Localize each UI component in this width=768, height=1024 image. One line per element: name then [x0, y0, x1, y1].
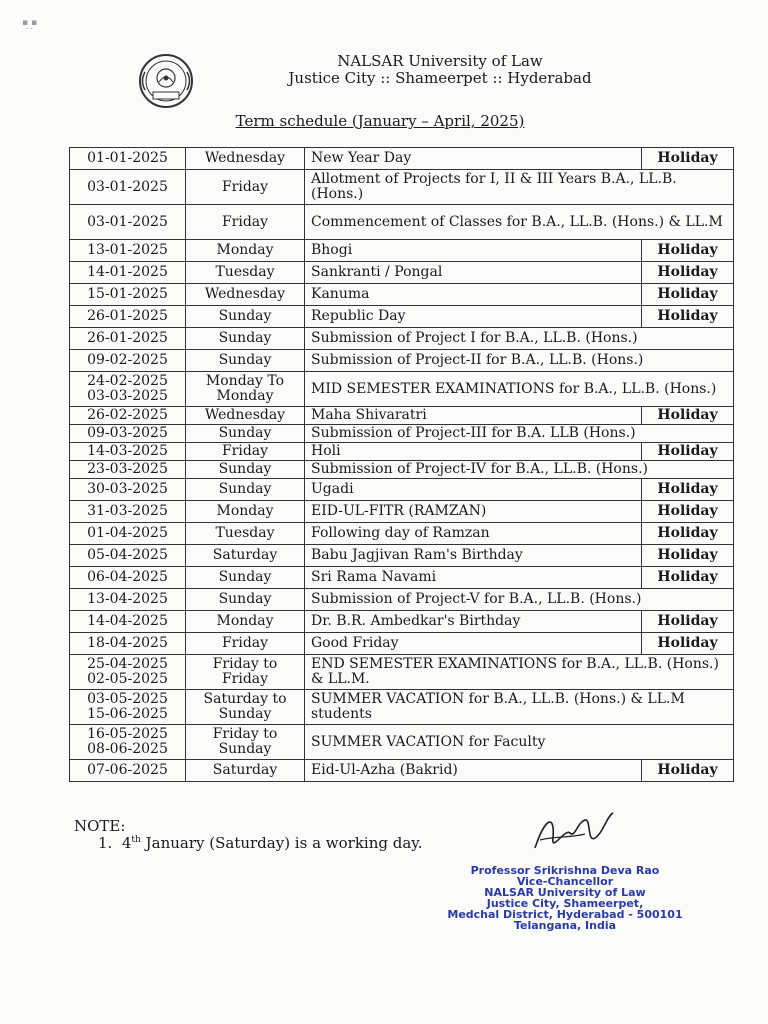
signatory-org: NALSAR University of Law [484, 886, 646, 899]
table-row [70, 306, 734, 328]
date-cell: 13-01-2025 [70, 240, 186, 262]
signatory-address-3: Telangana, India [513, 919, 617, 932]
holiday-cell: Holiday [642, 545, 734, 567]
table-row [70, 205, 734, 240]
table-row [70, 523, 734, 545]
table-row [70, 545, 734, 567]
table-row [70, 690, 734, 725]
table-row [70, 372, 734, 407]
date-cell: 14-03-2025 [70, 443, 186, 461]
event-cell: Maha Shivaratri [305, 407, 642, 425]
date-cell: 31-03-2025 [70, 501, 186, 523]
event-cell: Submission of Project I for B.A., LL.B. (Hons.) [305, 328, 734, 350]
holiday-cell: Holiday [642, 306, 734, 328]
day-cell: Friday [186, 633, 305, 655]
event-cell: SUMMER VACATION for B.A., LL.B. (Hons.) & LL.M students [305, 690, 734, 725]
table-row [70, 501, 734, 523]
table-row [70, 655, 734, 690]
university-address: Justice City :: Shameerpet :: Hyderabad [288, 69, 592, 87]
event-cell: Babu Jagjivan Ram's Birthday [305, 545, 642, 567]
signatory-address-1: Justice City, Shameerpet, [486, 897, 644, 910]
table-row [70, 284, 734, 306]
date-cell: 26-01-2025 [70, 328, 186, 350]
date-cell: 16-05-2025 08-06-2025 [70, 725, 186, 760]
day-cell: Monday [186, 240, 305, 262]
day-cell: Sunday [186, 479, 305, 501]
day-cell: Friday [186, 443, 305, 461]
day-cell: Monday [186, 501, 305, 523]
note-day-suffix: th [131, 835, 141, 845]
day-cell: Wednesday [186, 284, 305, 306]
date-cell: 24-02-2025 03-03-2025 [70, 372, 186, 407]
day-cell: Saturday [186, 545, 305, 567]
holiday-cell: Holiday [642, 760, 734, 782]
holiday-cell: Holiday [642, 611, 734, 633]
date-cell: 26-02-2025 [70, 407, 186, 425]
table-row [70, 461, 734, 479]
date-cell: 13-04-2025 [70, 589, 186, 611]
table-row [70, 407, 734, 425]
day-cell: Sunday [186, 589, 305, 611]
day-cell: Sunday [186, 567, 305, 589]
holiday-cell: Holiday [642, 240, 734, 262]
event-cell: SUMMER VACATION for Faculty [305, 725, 734, 760]
note-item [98, 834, 423, 852]
signatory-name: Professor Srikrishna Deva Rao [470, 864, 660, 877]
holiday-cell: Holiday [642, 567, 734, 589]
date-cell: 09-03-2025 [70, 425, 186, 443]
day-cell: Friday to Sunday [186, 725, 305, 760]
signatory-role: Vice-Chancellor [516, 875, 614, 888]
holiday-cell: Holiday [642, 479, 734, 501]
table-row [70, 633, 734, 655]
date-cell: 03-01-2025 [70, 205, 186, 240]
event-cell: Eid-Ul-Azha (Bakrid) [305, 760, 642, 782]
note-day-number: 4 [121, 834, 132, 852]
table-row [70, 479, 734, 501]
event-cell: Submission of Project-V for B.A., LL.B. (Hons.) [305, 589, 734, 611]
table-row [70, 567, 734, 589]
page-title: Term schedule (January – April, 2025) [235, 112, 525, 130]
day-cell: Monday [186, 611, 305, 633]
holiday-cell: Holiday [642, 148, 734, 170]
date-cell: 09-02-2025 [70, 350, 186, 372]
note-number: 1. [98, 834, 113, 852]
event-cell: Commencement of Classes for B.A., LL.B. (Hons.) & LL.M [305, 205, 734, 240]
event-cell: END SEMESTER EXAMINATIONS for B.A., LL.B. (Hons.) & LL.M. [305, 655, 734, 690]
day-cell: Monday To Monday [186, 372, 305, 407]
event-cell: Good Friday [305, 633, 642, 655]
university-name: NALSAR University of Law [337, 52, 543, 70]
day-cell: Sunday [186, 328, 305, 350]
day-cell: Friday [186, 170, 305, 205]
event-cell: Sankranti / Pongal [305, 262, 642, 284]
day-cell: Wednesday [186, 148, 305, 170]
day-cell: Sunday [186, 306, 305, 328]
university-logo [137, 52, 195, 110]
table-row [70, 589, 734, 611]
date-cell: 14-01-2025 [70, 262, 186, 284]
day-cell: Saturday to Sunday [186, 690, 305, 725]
date-cell: 01-01-2025 [70, 148, 186, 170]
event-cell: Dr. B.R. Ambedkar's Birthday [305, 611, 642, 633]
event-cell: Holi [305, 443, 642, 461]
event-cell: MID SEMESTER EXAMINATIONS for B.A., LL.B. (Hons.) [305, 372, 734, 407]
holiday-cell: Holiday [642, 633, 734, 655]
event-cell: Allotment of Projects for I, II & III Years B.A., LL.B. (Hons.) [305, 170, 734, 205]
schedule-table [69, 147, 734, 782]
event-cell: Republic Day [305, 306, 642, 328]
event-cell: EID-UL-FITR (RAMZAN) [305, 501, 642, 523]
table-row [70, 148, 734, 170]
event-cell: Submission of Project-II for B.A., LL.B. (Hons.) [305, 350, 734, 372]
date-cell: 03-05-2025 15-06-2025 [70, 690, 186, 725]
date-cell: 14-04-2025 [70, 611, 186, 633]
event-cell: Ugadi [305, 479, 642, 501]
table-row [70, 350, 734, 372]
table-row [70, 443, 734, 461]
date-cell: 03-01-2025 [70, 170, 186, 205]
date-cell: 07-06-2025 [70, 760, 186, 782]
event-cell: New Year Day [305, 148, 642, 170]
event-cell: Sri Rama Navami [305, 567, 642, 589]
date-cell: 26-01-2025 [70, 306, 186, 328]
date-cell: 25-04-2025 02-05-2025 [70, 655, 186, 690]
day-cell: Sunday [186, 350, 305, 372]
signatory-address-2: Medchal District, Hyderabad - 500101 [447, 908, 683, 921]
date-cell: 30-03-2025 [70, 479, 186, 501]
date-cell: 23-03-2025 [70, 461, 186, 479]
day-cell: Tuesday [186, 262, 305, 284]
table-row [70, 425, 734, 443]
event-cell: Following day of Ramzan [305, 523, 642, 545]
event-cell: Bhogi [305, 240, 642, 262]
note-text: January (Saturday) is a working day. [145, 834, 423, 852]
table-row [70, 328, 734, 350]
table-row [70, 725, 734, 760]
day-cell: Tuesday [186, 523, 305, 545]
table-row [70, 170, 734, 205]
holiday-cell: Holiday [642, 407, 734, 425]
holiday-cell: Holiday [642, 262, 734, 284]
date-cell: 01-04-2025 [70, 523, 186, 545]
note-label: NOTE: [74, 817, 126, 835]
table-row [70, 611, 734, 633]
day-cell: Saturday [186, 760, 305, 782]
date-cell: 18-04-2025 [70, 633, 186, 655]
scan-marks: ▪ ▪ ˙˙ [22, 18, 38, 38]
date-cell: 05-04-2025 [70, 545, 186, 567]
event-cell: Kanuma [305, 284, 642, 306]
event-cell: Submission of Project-IV for B.A., LL.B. (Hons.) [305, 461, 734, 479]
event-cell: Submission of Project-III for B.A. LLB (Hons.) [305, 425, 734, 443]
day-cell: Sunday [186, 461, 305, 479]
table-row [70, 262, 734, 284]
table-row [70, 240, 734, 262]
holiday-cell: Holiday [642, 523, 734, 545]
holiday-cell: Holiday [642, 501, 734, 523]
table-row [70, 760, 734, 782]
signature [525, 808, 620, 860]
day-cell: Friday to Friday [186, 655, 305, 690]
day-cell: Sunday [186, 425, 305, 443]
date-cell: 06-04-2025 [70, 567, 186, 589]
holiday-cell: Holiday [642, 443, 734, 461]
day-cell: Wednesday [186, 407, 305, 425]
date-cell: 15-01-2025 [70, 284, 186, 306]
day-cell: Friday [186, 205, 305, 240]
holiday-cell: Holiday [642, 284, 734, 306]
